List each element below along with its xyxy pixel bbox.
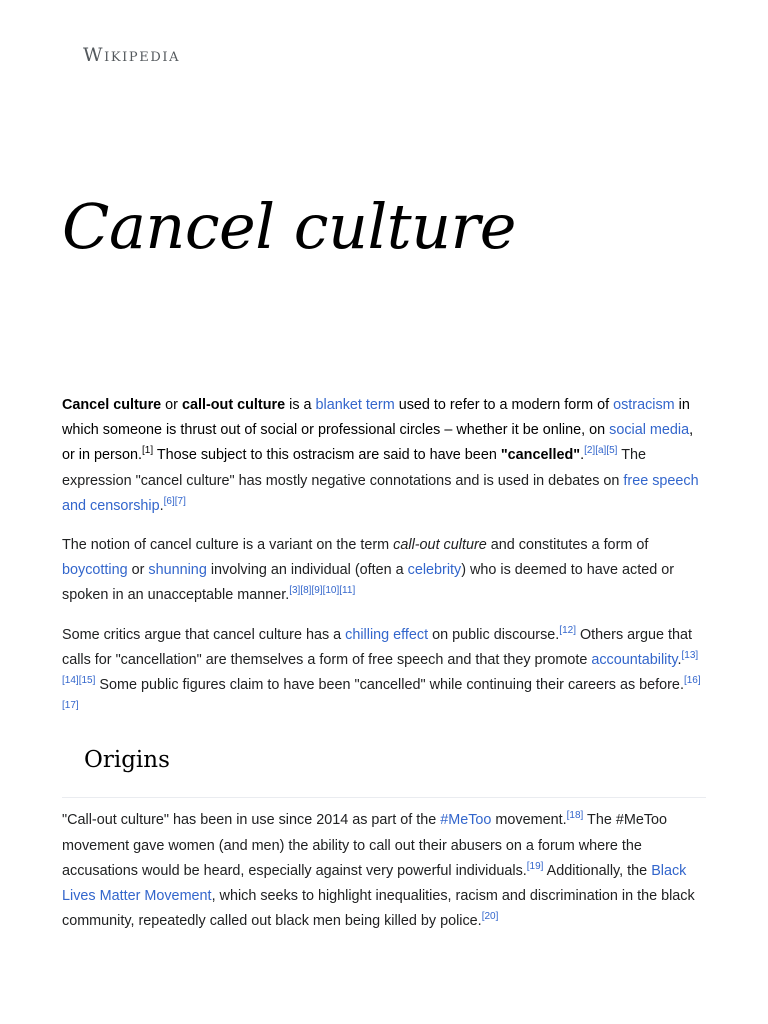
citation-link[interactable]: [2]: [584, 445, 596, 457]
text-run: used to refer to a modern form of: [394, 397, 614, 413]
wikipedia-wordmark[interactable]: Wikipedia: [83, 44, 181, 66]
text-run: Others argue that calls for "cancellation" are themselves a form of free speech and that they promote: [62, 626, 692, 668]
text-run: in which someone is thrust out of social or professional circles – whether it be online, on: [62, 397, 690, 439]
citation-link[interactable]: [6]: [163, 496, 175, 508]
text-run: .: [580, 447, 585, 464]
intro-paragraph-2: [62, 533, 706, 609]
citation-link[interactable]: [5]: [606, 445, 618, 457]
text-run: on public discourse.: [428, 626, 560, 643]
italic-term-call-out-culture: call-out culture: [393, 537, 487, 554]
section-divider: [62, 797, 706, 798]
text-run: Those subject to this ostracism are said to have been: [153, 447, 501, 464]
citation-20[interactable]: [482, 911, 499, 922]
citation-link[interactable]: [1]: [142, 445, 154, 457]
citation-link[interactable]: [13]: [681, 650, 699, 662]
link-accountability[interactable]: accountability: [591, 651, 678, 668]
link-social-media[interactable]: social media: [609, 422, 690, 439]
text-run: or: [127, 562, 149, 579]
text-run: is a: [285, 397, 316, 413]
link-metoo[interactable]: #MeToo: [440, 812, 492, 829]
page-title: Cancel culture: [62, 190, 516, 263]
citation-18[interactable]: [567, 811, 584, 822]
text-run: , which seeks to highlight inequalities, racism and discrimination in the black community, repeatedly called out black men being killed by police.: [62, 888, 695, 930]
text-run: .: [159, 497, 164, 514]
citation-link[interactable]: [12]: [559, 624, 576, 636]
bold-term-call-out-culture: call-out culture: [181, 397, 286, 413]
link-blanket-term[interactable]: blanket term: [315, 397, 395, 413]
text-run: The #MeToo movement gave women (and men) the ability to call out their abusers on a forum where the accusations would be heard, especially against very powerful individuals.: [62, 812, 668, 879]
article-body: [62, 393, 706, 948]
citation-link[interactable]: [9]: [311, 585, 323, 597]
link-boycotting[interactable]: boycotting: [62, 562, 128, 579]
citation-group[interactable]: [164, 496, 186, 507]
citation-link[interactable]: [18]: [566, 810, 584, 822]
text-run: The notion of cancel culture is a variant on the term: [62, 537, 394, 554]
citation-link[interactable]: [11]: [339, 585, 356, 597]
citation-link[interactable]: [19]: [526, 861, 544, 873]
citation-link[interactable]: [10]: [322, 585, 340, 597]
citation-link[interactable]: [20]: [481, 911, 499, 923]
text-run: and constitutes a form of: [486, 537, 649, 554]
text-run: , or in person.: [62, 422, 694, 464]
section-heading-origins[interactable]: Origins: [84, 747, 170, 774]
citation-19[interactable]: [527, 861, 544, 872]
link-ostracism[interactable]: ostracism: [613, 397, 675, 413]
text-run: Some public figures claim to have been "cancelled" while continuing their careers as before.: [95, 677, 684, 694]
bold-term-cancelled: "cancelled": [500, 447, 581, 464]
citation-1[interactable]: [142, 446, 153, 457]
citation-12[interactable]: [559, 625, 576, 636]
link-celebrity[interactable]: celebrity: [407, 562, 462, 579]
link-chilling-effect[interactable]: chilling effect: [345, 626, 429, 643]
text-run: or: [161, 397, 182, 413]
citation-link[interactable]: [8]: [300, 585, 312, 597]
link-free-speech-and-censorship[interactable]: free speech and censorship: [62, 472, 699, 514]
citation-link[interactable]: [15]: [78, 675, 96, 687]
citation-group[interactable]: [584, 446, 617, 457]
citation-link[interactable]: [7]: [174, 496, 186, 508]
text-run: ) who is deemed to have acted or spoken in an unacceptable manner.: [62, 562, 675, 604]
citation-link[interactable]: [3]: [289, 585, 301, 597]
text-run: Some critics argue that cancel culture has a: [62, 626, 346, 643]
bold-term-cancel-culture: Cancel culture: [62, 397, 162, 413]
origins-paragraph-1: [62, 808, 706, 934]
text-run: "Call-out culture" has been in use since 2014 as part of the: [62, 812, 441, 829]
text-run: .: [677, 651, 682, 668]
link-shunning[interactable]: shunning: [148, 562, 207, 579]
text-run: Additionally, the: [543, 862, 652, 879]
text-run: The expression "cancel culture" has mostly negative connotations and is used in debates on: [62, 447, 646, 489]
citation-group[interactable]: [289, 586, 355, 597]
citation-link[interactable]: [14]: [62, 675, 79, 687]
link-black-lives-matter-movement[interactable]: Black Lives Matter Movement: [62, 862, 687, 905]
citation-link[interactable]: [17]: [62, 700, 79, 712]
text-run: movement.: [491, 812, 567, 829]
footnote-link[interactable]: [a]: [595, 445, 607, 457]
citation-link[interactable]: [16]: [683, 675, 701, 687]
text-run: involving an individual (often a: [206, 562, 408, 579]
intro-paragraph-3: [62, 623, 706, 724]
intro-paragraph-1: [62, 393, 706, 519]
